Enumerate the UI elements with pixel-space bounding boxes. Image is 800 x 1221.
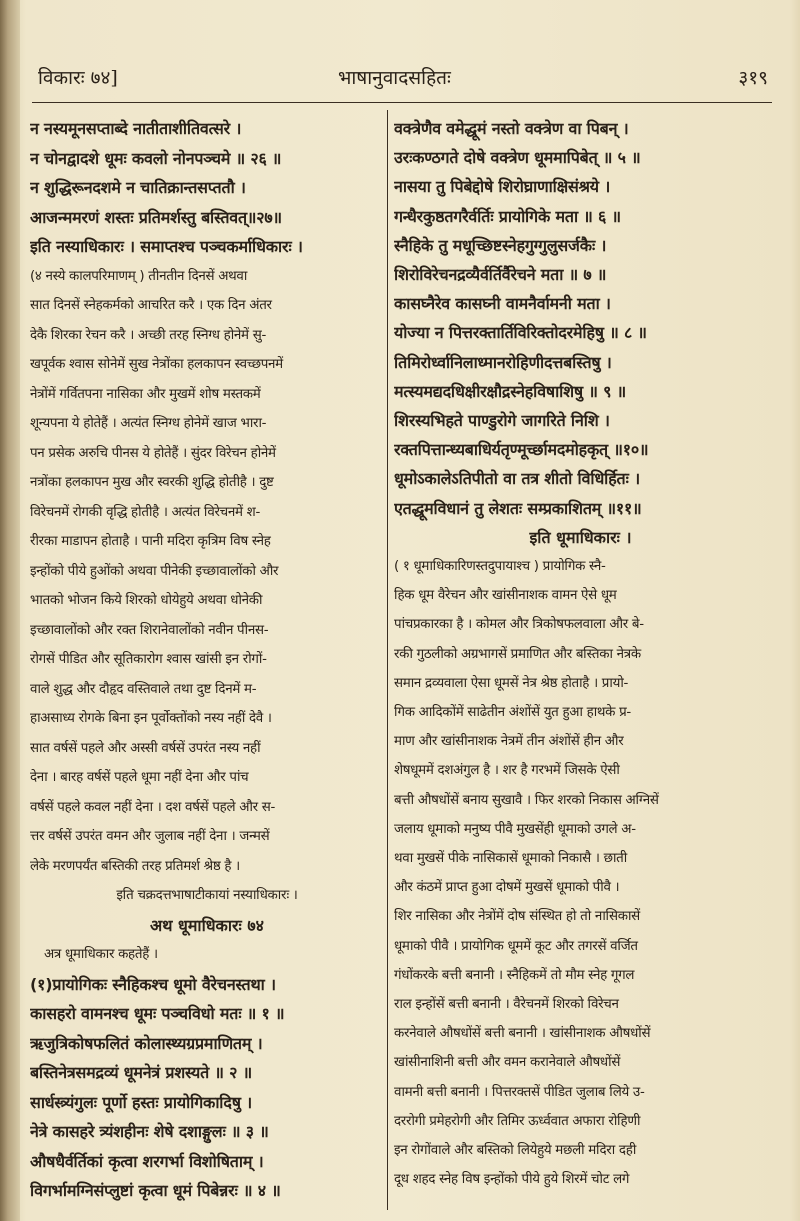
right-column-line: गिक आदिकोंमें साढेतीन अंशोंसें युत हुआ हाथके प्र- [394,705,631,720]
right-column-line: एतद्धूमविधानं तु लेशतः सम्प्रकाशितम् ॥११॥ [394,498,642,518]
right-column-line: योज्या न पित्तरक्तार्तिविरिक्तोदरमेहिषु ॥ ८ ॥ [394,323,647,343]
left-column-line: सार्धस्त्र्यंगुलः पूर्णो हस्तः प्रायोगिकादिषु । [30,1092,252,1112]
right-column [394,112,767,1207]
left-column-line: अथ धूमाधिकारः ७४ [150,915,264,935]
right-column-line: दररोगी प्रमेहरोगी और तिमिर ऊर्ध्ववात अफारा रोहिणी [394,1113,641,1129]
right-column-line: रकी गुठलीको अग्रभागसें प्रमाणित और बस्तिका नेत्रके [394,646,641,662]
left-column-line: न चोनद्वादशे धूमः कवलो नोनपञ्चमे ॥ २६ ॥ [30,148,282,168]
right-column-line: वामनी बत्ती बनानी । पित्तरक्तसें पीडित जुलाब लिये उ- [394,1084,645,1100]
left-column-line: आजन्ममरणं शस्तः प्रतिमर्शस्तु बस्तिवत्॥२७॥ [30,207,282,227]
column-divider [387,110,388,1210]
left-column-line: नेत्रे कासहरे त्र्यंशहीनः शेषे दशाङ्गुलः ॥ ३ ॥ [30,1122,269,1141]
left-column-line: इति चक्रदत्तभाषाटीकायां नस्याधिकारः । [116,888,298,903]
left-column-line: देकै शिरका रेचन करै । अच्छी तरह स्निग्ध होनेमें सु- [30,327,267,343]
left-column-line: सात दिनसें स्नेहकर्मको आचरित करै । एक दिन अंतर [30,298,272,313]
left-column-line: इन्होंको पीये हुओंको अथवा पीनेकी इच्छावालोंको और [30,563,279,579]
left-column-line: विरेचनमें रोगकी वृद्धि होतीहै । अत्यंत विरेचनमें श- [30,504,261,520]
left-column-line: शून्यपना ये होतेहैं । अत्यंत स्निग्ध होनेमें खाज भारा- [30,416,267,431]
right-column-line: इन रोगोंवाले और बस्तिको लियेहुये मछली मदिरा दही [394,1143,636,1158]
header-rule [32,102,772,103]
right-column-line: कासघ्नैरेव कासघ्नी वामनैर्वामनी मता । [394,294,611,314]
header-chapter-label: विकारः ७४] [38,67,118,89]
left-column-line: नत्रोंका हलकापन मुख और स्वरकी शुद्धि होतीहै । दुष्ट [30,475,274,490]
left-column-line: वर्षसें पहले कवल नहीं देना । दश वर्षसें पहले और स- [30,799,276,815]
left-column-line: पन प्रसेक अरुचि पीनस ये होतेहैं । सुंदर विरेचन होनेमें [30,445,276,461]
left-column-line: (१)प्रायोगिकः स्नैहिकश्च धूमो वैरेचनस्तथा । [30,974,276,994]
left-column-line: लेके मरणपर्यंत बस्तिकी तरह प्रतिमर्श श्रेष्ठ है । [30,858,240,874]
right-column-line: माण और खांसीनाशक नेत्रमें तीन अंशोंसें हीन और [394,734,624,750]
left-column-line: कासहरो वामनश्च धूमः पञ्चविधो मतः ॥ १ ॥ [30,1004,285,1023]
left-column-line: सात वर्षसें पहले और अस्सी वर्षसें उपरंत नस्य नहीं [30,740,261,756]
header-running-title: भाषानुवादसहितः [338,67,451,89]
right-column-line: वक्त्रेणैव वमेद्धूमं नस्तो वक्त्रेण वा पिबन् । [394,119,629,138]
left-column-line: रोगसें पीडित और सूतिकारोग श्वास खांसी इन रोगों- [30,652,267,667]
right-column-line: धूमोऽकालेऽतिपीतो वा तत्र शीतो विधिर्हितः । [394,469,640,489]
right-column-line: और कंठमें प्राप्त हुआ दोषमें मुखसें धूमाको पीवै । [394,880,620,896]
right-column-line: राल इन्होंसें बत्ती बनानी । वैरेचनमें शिरको विरेचन [394,997,619,1012]
right-column-line: हिक धूम वैरेचन और खांसीनाशक वामन ऐसे धूम [394,588,617,604]
left-column-line: औषधैर्वर्तिकां कृत्वा शरगर्भा विशोषिताम् । [30,1151,264,1171]
right-column-line: नासया तु पिबेद्दोषे शिरोघ्राणाक्षिसंश्रये । [394,177,611,197]
right-column-line: तिमिरोर्ध्वानिलाध्मानरोहिणीदत्तबस्तिषु । [394,352,612,372]
right-column-line: गंधोंकरके बत्ती बनानी । स्नैहिकमें तो मौम स्नेह गूगल [394,967,635,983]
right-column-line: पांचप्रकारका है । कोमल और त्रिकोषफलवाला और बे- [394,617,644,633]
left-column-line: त्तर वर्षसें उपरंत वमन और जुलाब नहीं देना । जन्मसें [30,829,270,844]
left-column-line: वाले शुद्ध और दौहृद वस्तिवाले तथा दुष्ट दिनमें म- [30,681,257,697]
left-column-line: इति नस्याधिकारः । समाप्तश्च पञ्चकर्माधिकारः । [30,237,303,256]
right-column-line: थवा मुखसें पीके नासिकासें धूमाको निकासै । छाती [394,851,627,866]
left-column-line: ऋजुत्रिकोषफलितं कोलास्थ्यग्रप्रमाणितम् । [30,1033,263,1053]
left-column-line: बस्तिनेत्रसमद्रव्यं धूमनेत्रं प्रशस्यते ॥ २ ॥ [30,1063,253,1082]
right-column-line: बत्ती औषधोंसें बनाय सुखावै । फिर शरको निकास अग्निसें [394,792,659,808]
right-column-line: शेषधूममें दशअंगुल है । शर है गरभमें जिसके ऐसी [394,763,620,779]
right-column-line: ( १ धूमाधिकारिणस्तदुपायाश्च ) प्रायोगिक स्नै- [394,559,606,574]
right-column-line: खांसीनाशिनी बत्ती और वमन करानेवाले औषधोंसें [394,1055,621,1071]
right-column-line: करनेवाले औषधोंसें बत्ती बनानी । खांसीनाशक औषधोंसें [394,1026,651,1042]
page-binding-edge [0,0,20,1221]
right-column-line: समान द्रव्यवाला ऐसा धूमसें नेत्र श्रेष्ठ होताहै । प्रायो- [394,675,629,691]
right-column-line: शिरस्यभिहते पाण्डुरोगे जागरिते निशि । [394,411,610,430]
right-column-line: जलाय धूमाको मनुष्य पीवै मुखसेंही धूमाको उगले अ- [394,821,636,837]
left-column [30,112,384,1207]
right-column-line: इति धूमाधिकारः । [529,527,632,547]
left-column-line: रीरका माडापन होताहै । पानी मदिरा कृत्रिम विष स्नेह [30,534,271,549]
right-column-line: रक्तपित्तान्ध्यबाधिर्यतृण्मूर्च्छामदमोहकृत् ॥१०॥ [394,440,649,460]
left-column-line: भातको भोजन किये शिरको धोयेहुये अथवा धोनेकी [30,593,263,608]
right-column-line: मत्स्यमद्यदधिक्षीरक्षौद्रस्नेहविषाशिषु ॥ ९ ॥ [394,381,626,401]
right-column-line: गन्धैरकुष्ठतगरैर्वर्तिः प्रायोगिके मता ॥ ६ ॥ [394,206,621,226]
header-page-number: ३१९ [738,67,768,89]
left-column-line: खपूर्वक श्वास सोनेमें सुख नेत्रोंका हलकापन स्वच्छपनमें [30,357,283,372]
left-column-line: (४ नस्ये कालपरिमाणम् ) तीनतीन दिनसें अथवा [30,268,248,284]
right-column-line: दूध शहद स्नेह विष इन्होंको पीये हुये शिरमें चोट लगे [394,1172,630,1188]
left-column-line: न शुद्धिरूनदशमे न चातिक्रान्तसप्ततौ । [30,178,246,197]
left-column-line: अत्र धूमाधिकार कहतेहैं । [44,947,158,962]
right-column-line: शिरोविरेचनद्रव्यैर्वर्तिर्वैरेचने मता ॥ ७ ॥ [394,265,607,284]
left-column-line: इच्छावालोंको और रक्त शिरानेवालोंको नवीन पीनस- [30,622,269,638]
page-header [38,58,768,94]
left-column-line: विगर्भामग्निसंप्लुष्टां कृत्वा धूमं पिबेन्नरः ॥ ४ ॥ [30,1181,281,1200]
right-column-line: शिर नासिका और नेत्रोंमें दोष संस्थित हो तो नासिकासें [394,909,640,925]
left-column-line: नेत्रोंमें गर्वितपना नासिका और मुखमें शोष मस्तकमें [30,386,261,402]
right-column-line: धूमाको पीवै । प्रायोगिक धूममें कूट और तगरसें वर्जित [394,938,638,954]
left-column-line: देना । बारह वर्षसें पहले धूमा नहीं देना और पांच [30,770,249,785]
right-column-line: उरःकण्ठगते दोषे वक्त्रेण धूममापिबेत् ॥ ५ ॥ [394,148,641,168]
left-column-line: हाअसाध्य रोगके बिना इन पूर्वोक्तोंको नस्य नहीं देवै । [30,711,272,726]
right-column-line: स्नैहिके तु मधूच्छिष्टस्नेहगुग्गुलुसर्जकैः । [394,235,607,255]
left-column-line: न नस्यमूनसप्ताब्दे नातीताशीतिवत्सरे । [30,119,242,138]
